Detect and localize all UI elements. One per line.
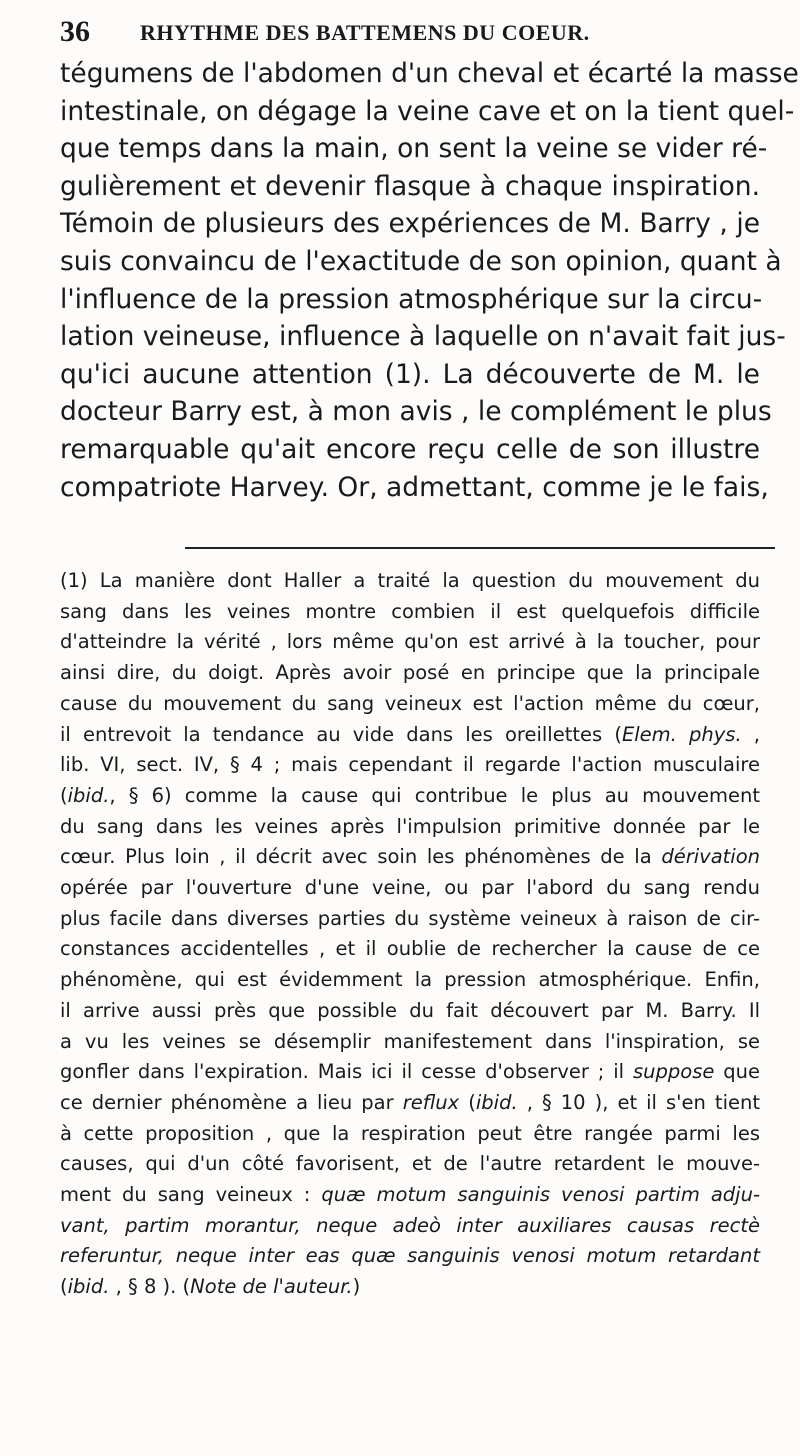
footnote-line: opérée par l'ouverture d'une veine, ou par l'abord du sang rendu	[60, 876, 760, 900]
body-line: l'influence de la pression atmosphérique sur la circu-	[60, 283, 763, 315]
citation-ibid: ibid.	[475, 1090, 518, 1114]
footnote-line: a vu les veines se désemplir manifestement dans l'inspiration, se	[60, 1029, 760, 1053]
body-line: suis convaincu de l'exactitude de son opinion, quant à	[60, 245, 782, 277]
body-line: tégumens de l'abdomen d'un cheval et écarté la masse	[60, 58, 799, 89]
body-line: intestinale, on dégage la veine cave et on la tient quel-	[60, 95, 795, 127]
footnote	[60, 566, 760, 1303]
body-line: docteur Barry est, à mon avis , le complément le plus	[60, 396, 772, 428]
footnote-line	[60, 842, 760, 873]
latin-quote-line: vant, partim morantur, neque adeò inter auxiliares causas rectè	[60, 1213, 760, 1237]
page-number: 36	[60, 15, 90, 48]
footnote-line: cause du mouvement du sang veineux est l'action même du cœur,	[60, 691, 760, 715]
footnote-line: causes, qui d'un côté favorisent, et de l'autre retardent le mouve-	[60, 1152, 760, 1176]
body-line: que temps dans la main, on sent la veine se vider ré-	[60, 133, 768, 165]
footnote-line: à cette proposition , que la respiration peut être rangée parmi les	[60, 1121, 760, 1145]
body-line: qu'ici aucune attention (1). La découverte de M. le	[60, 358, 760, 390]
body-line: Témoin de plusieurs des expériences de M. Barry , je	[60, 208, 760, 240]
author-note: Note de l'auteur.	[190, 1275, 353, 1299]
footnote-line	[60, 781, 760, 812]
emphasis-term: suppose	[632, 1060, 715, 1084]
footnote-text: gonfler dans l'expiration. Mais ici il cesse d'observer ; il	[60, 1060, 633, 1084]
footnote-line	[60, 1057, 760, 1088]
emphasis-term: dérivation	[661, 845, 760, 869]
footnote-line: plus facile dans diverses parties du système veineux à raison de cir-	[60, 906, 760, 930]
footnote-line	[60, 720, 760, 751]
citation-title: Elem. phys.	[621, 722, 742, 746]
body-text	[60, 55, 799, 506]
footnote-text: , § 6) comme la cause qui contribue le plus au mouvement	[109, 783, 760, 807]
footnote-text: cœur. Plus loin , il décrit avec soin les phénomènes de la	[60, 845, 662, 869]
footnote-line: sang dans les veines montre combien il est quelquefois difficile	[60, 599, 760, 623]
footnote-text: (	[459, 1090, 476, 1114]
body-line: compatriote Harvey. Or, admettant, comme je le fais,	[60, 471, 769, 503]
citation-ibid: ibid.	[67, 1275, 110, 1299]
footnote-text: que	[714, 1060, 760, 1084]
footnote-line: du sang dans les veines après l'impulsion primitive donnée par le	[60, 814, 760, 838]
latin-quote-line: referuntur, neque inter eas quæ sanguinis venosi motum retardant	[60, 1244, 760, 1268]
emphasis-term: reflux	[402, 1090, 460, 1114]
footnote-text: ,	[741, 722, 761, 746]
footnote-line: constances accidentelles , et il oublie de rechercher la cause de ce	[60, 937, 760, 961]
body-line: lation veineuse, influence à laquelle on n'avait fait jus-	[60, 321, 786, 353]
footnote-line: phénomène, qui est évidemment la pression atmosphérique. Enfin,	[60, 968, 760, 992]
footnote-line	[60, 1088, 760, 1119]
page-header	[60, 12, 760, 52]
latin-quote: quæ motum sanguinis venosi partim adju-	[321, 1183, 760, 1207]
running-head: RHYTHME DES BATTEMENS DU COEUR.	[140, 20, 590, 45]
footnote-text: (	[60, 1275, 68, 1299]
footnote-text: il entrevoit la tendance au vide dans les oreillettes (	[60, 722, 622, 746]
footnote-line	[60, 1180, 760, 1211]
footnote-line: (1) La manière dont Haller a traité la question du mouvement du	[60, 569, 760, 592]
footnote-text: )	[352, 1275, 361, 1299]
footnote-line	[60, 1272, 760, 1303]
citation-ibid: ibid.	[67, 783, 110, 807]
footnote-line: lib. VI, sect. IV, § 4 ; mais cependant il regarde l'action musculaire	[60, 753, 760, 777]
footnote-text: , § 8 ). (	[109, 1275, 191, 1299]
body-line: gulièrement et devenir flasque à chaque inspiration.	[60, 170, 760, 202]
body-line: remarquable qu'ait encore reçu celle de son illustre	[60, 433, 760, 465]
footnote-line: ainsi dire, du doigt. Après avoir posé en principe que la principale	[60, 661, 760, 685]
footnote-text: , § 10 ), et il s'en tient	[517, 1090, 760, 1114]
footnote-text: ment du sang veineux :	[60, 1183, 322, 1207]
footnote-text: (	[60, 783, 68, 807]
footnote-text: ce dernier phénomène a lieu par	[60, 1090, 403, 1114]
footnote-line: il arrive aussi près que possible du fait découvert par M. Barry. Il	[60, 998, 760, 1022]
footnote-line: d'atteindre la vérité , lors même qu'on est arrivé à la toucher, pour	[60, 630, 760, 654]
footnote-divider	[185, 547, 775, 549]
